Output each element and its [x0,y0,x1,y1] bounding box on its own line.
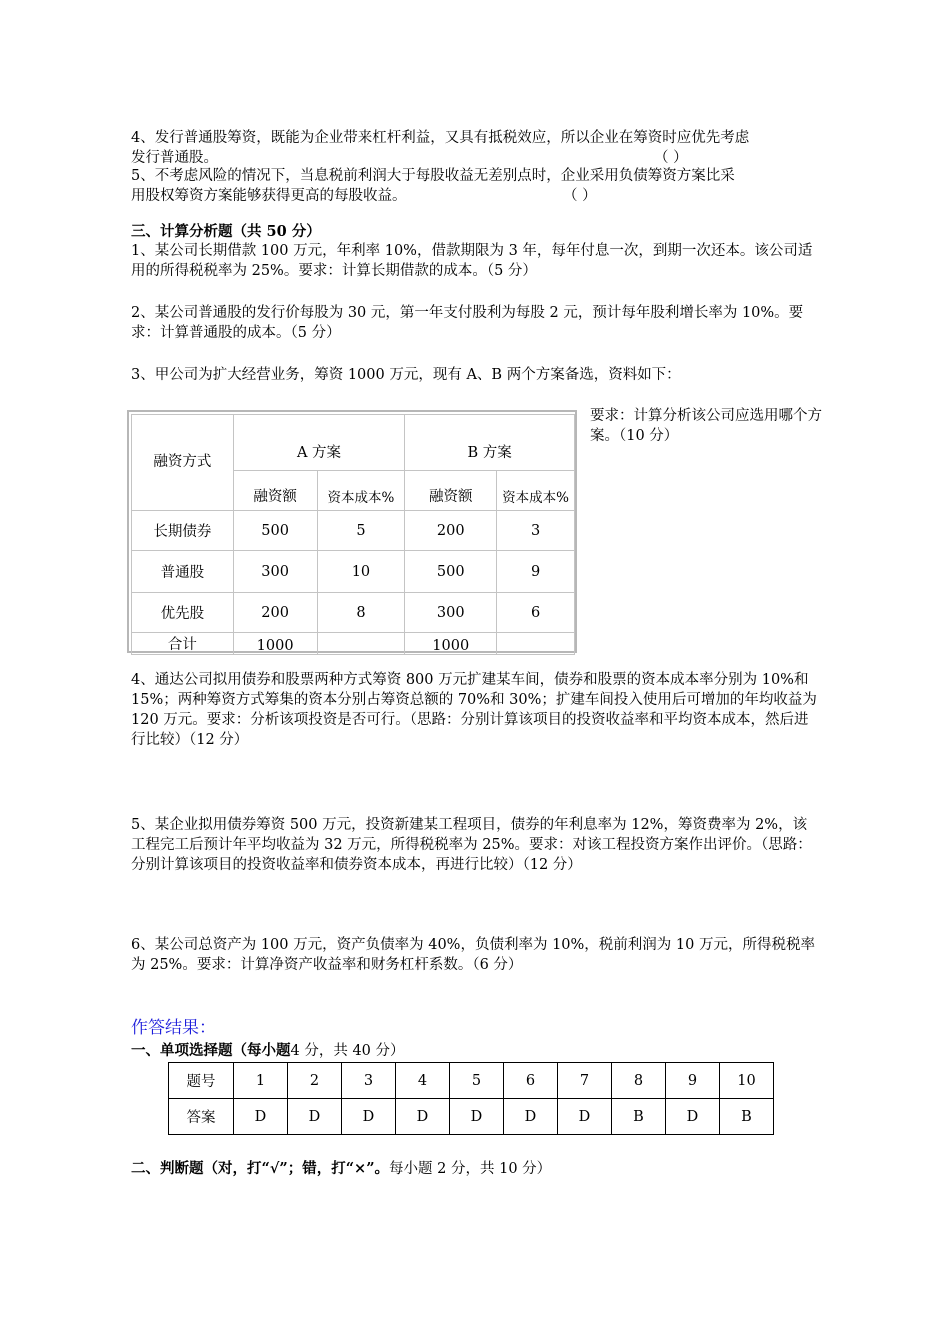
finance-table [127,410,577,653]
results-section1-title-rest: 4 分，共 40 分） [290,1043,405,1059]
b-cost-header: 资本成本% [497,471,575,511]
results-section2-title-bold: 二、判断题（对，打“√”；错，打“×”。 [131,1160,390,1177]
question-number: 9 [666,1063,720,1099]
a-cost-header: 资本成本% [317,471,405,511]
financing-type: 普通股 [132,551,234,593]
answer-cell: D [450,1099,504,1135]
finance-row-total [132,633,575,655]
answer-cell: B [720,1099,774,1135]
answer-cell: D [666,1099,720,1135]
answer-cell: D [558,1099,612,1135]
answer-cell: D [396,1099,450,1135]
a-amount: 200 [233,593,317,633]
answer-cell: D [504,1099,558,1135]
answer-table [168,1062,774,1135]
question-6: 6、某公司总资产为 100 万元，资产负债率为 40%，负债利率为 10%，税前利润为 10 万元，所得税税率为 25%。要求：计算净资产收益率和财务杠杆系数。（6 分） [131,937,815,973]
question-5: 5、某企业拟用债券筹资 500 万元，投资新建某工程项目，债券的年利息率为 12%，筹资费率为 2%，该工程完工后预计年平均收益为 32 万元，所得税税率为 25%。要求：对该工程投资方案作出评价。（思路：分别计算该项目的投资收益率和债券资本成本，再进行比较）（12 分） [131,817,812,873]
finance-row-header: 融资方式 [132,415,234,511]
answer-table-number-row [169,1063,774,1099]
b-cost: 3 [497,511,575,551]
number-label: 题号 [169,1063,234,1099]
a-amount: 500 [233,511,317,551]
answer-cell: D [342,1099,396,1135]
question-2: 2、某公司普通股的发行价每股为 30 元，第一年支付股利为每股 2 元，预计每年股利增长率为 10%。要求：计算普通股的成本。（5 分） [131,305,804,341]
b-amount-header: 融资额 [405,471,497,511]
judge-item-4-line2: 发行普通股。 [131,150,218,166]
answer-table-answer-row [169,1099,774,1135]
plan-a-header: A 方案 [233,415,405,471]
question-1: 1、某公司长期借款 100 万元，年利率 10%，借款期限为 3 年，每年付息一次，到期一次还本。该公司适用的所得税税率为 25%。要求：计算长期借款的成本。（5 分） [131,243,813,279]
plan-b-header: B 方案 [405,415,575,471]
a-cost: 8 [317,593,405,633]
finance-row [132,511,575,551]
question-number: 4 [396,1063,450,1099]
question-4: 4、通达公司拟用债券和股票两种方式筹资 800 万元扩建某车间，债券和股票的资本成本率分别为 10%和 15%；两种筹资方式筹集的资本分别占筹资总额的 70%和 30%；扩建车间投入使用后可增加的年均收益为 120 万元。要求：分析该项投资是否可行。（思路：分别计算该项目的投资收益率和平均资本成本，然后进行比较）（12 分） [131,672,817,748]
question-number: 8 [612,1063,666,1099]
a-amount: 300 [233,551,317,593]
financing-type: 合计 [132,633,234,655]
financing-type: 长期债券 [132,511,234,551]
a-amount: 1000 [233,633,317,655]
answer-label: 答案 [169,1099,234,1135]
judge-item-5-line2: 用股权筹资方案能够获得更高的每股收益。 [131,188,407,204]
b-cost [497,633,575,655]
b-cost: 6 [497,593,575,633]
judge-item-5-line1: 5、不考虑风险的情况下，当息税前利润大于每股收益无差别点时，企业采用负债筹资方案比采 [131,168,735,184]
a-cost [317,633,405,655]
finance-grid [131,414,575,655]
question-number: 2 [288,1063,342,1099]
results-section1-title [131,1041,821,1061]
judge-item-4-line1: 4、发行普通股筹资，既能为企业带来杠杆利益，又具有抵税效应，所以企业在筹资时应优先考虑 [131,130,750,146]
b-amount: 500 [405,551,497,593]
results-section1-title-bold: 一、单项选择题（每小题 [131,1042,291,1059]
finance-row [132,593,575,633]
answer-cell: D [234,1099,288,1135]
question-number: 5 [450,1063,504,1099]
question-number: 1 [234,1063,288,1099]
financing-type: 优先股 [132,593,234,633]
finance-row [132,551,575,593]
results-section2-title-rest: 每小题 2 分，共 10 分） [389,1161,552,1177]
judge-item-4-paren[interactable]: （ ） [654,150,688,166]
a-cost: 5 [317,511,405,551]
question-number: 6 [504,1063,558,1099]
question-3: 3、甲公司为扩大经营业务，筹资 1000 万元，现有 A、B 两个方案备选，资料如下： [131,367,681,383]
question-3-requirement: 要求：计算分析该公司应选用哪个方案。（10 分） [590,408,822,444]
question-number: 3 [342,1063,396,1099]
judge-item-4 [131,128,821,168]
results-section2-title [131,1159,821,1179]
question-number: 7 [558,1063,612,1099]
b-amount: 300 [405,593,497,633]
answer-cell: D [288,1099,342,1135]
b-cost: 9 [497,551,575,593]
a-amount-header: 融资额 [233,471,317,511]
judge-item-5-paren[interactable]: （ ） [563,188,597,204]
section3-title: 三、计算分析题（共 50 分） [131,223,321,240]
results-heading: 作答结果： [131,1018,216,1038]
judge-item-5 [131,166,821,206]
a-cost: 10 [317,551,405,593]
answer-cell: B [612,1099,666,1135]
question-number: 10 [720,1063,774,1099]
b-amount: 1000 [405,633,497,655]
b-amount: 200 [405,511,497,551]
